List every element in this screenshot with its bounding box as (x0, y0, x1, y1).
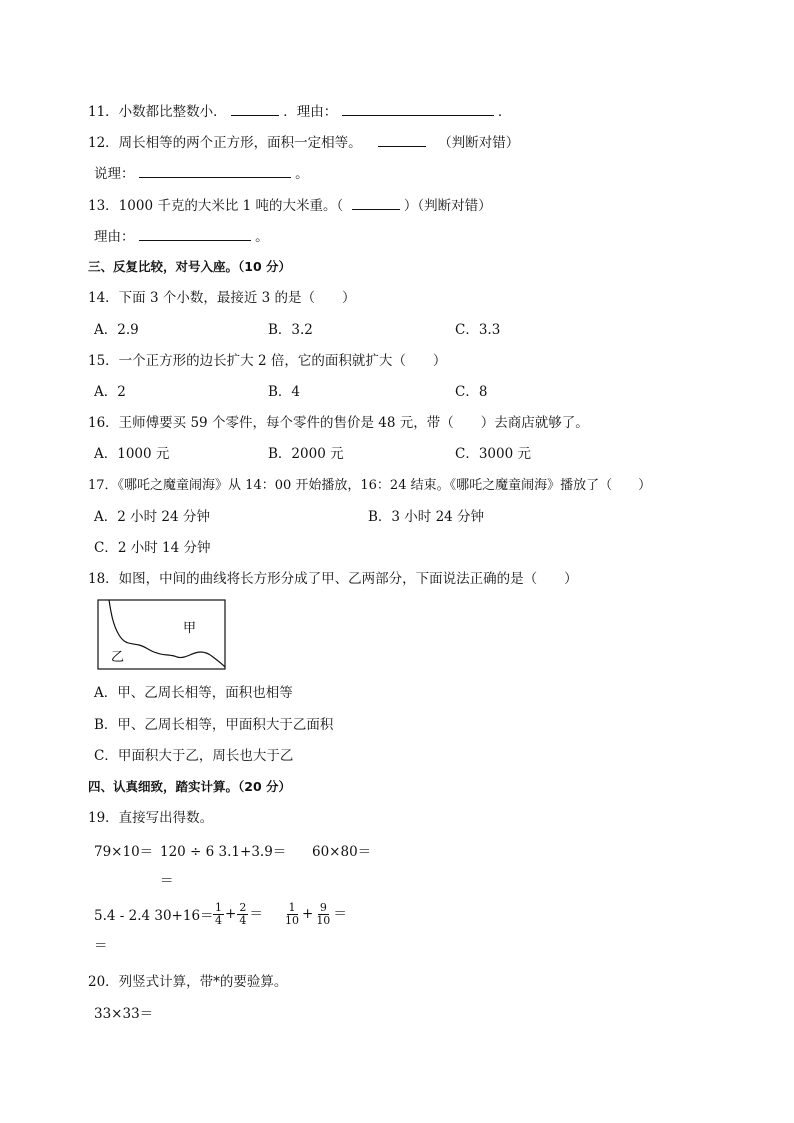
option-b[interactable]: B．2000 元 (268, 446, 344, 462)
option-a[interactable]: A．2 小时 24 分钟 (94, 509, 210, 525)
section-4-heading: 四、认真细致，踏实计算。（20 分） (88, 779, 291, 794)
question-11-end: ． (497, 104, 512, 120)
option-a[interactable]: A．2 (94, 384, 126, 400)
answer-blank[interactable] (378, 133, 426, 147)
option-c[interactable]: C．3.3 (455, 322, 501, 338)
question-16: 16．王师傅要买 59 个零件，每个零件的售价是 48 元，带（ ）去商店就够了。 (88, 415, 589, 431)
explain-blank[interactable] (139, 164, 291, 178)
option-a[interactable]: A．2.9 (94, 322, 139, 338)
calc-79x10: 79×10＝ (94, 844, 154, 860)
question-11 (88, 102, 511, 121)
option-b[interactable]: B．甲、乙周长相等，甲面积大于乙面积 (94, 717, 334, 733)
calc-wrap-equals: ＝ (160, 873, 174, 889)
calc-60x80: 60×80＝ (312, 844, 372, 860)
option-c[interactable]: C．8 (455, 384, 488, 400)
fraction-1-10: $\frac{1}{10}$ (285, 901, 299, 927)
question-12-text: 12．周长相等的两个正方形，面积一定相等。 (88, 135, 362, 151)
reason-blank[interactable] (342, 102, 494, 116)
option-a[interactable]: A．甲、乙周长相等，面积也相等 (94, 685, 293, 701)
reason-label: 理由： (94, 229, 135, 245)
label-jia: 甲 (183, 621, 197, 636)
option-b[interactable]: B．4 (268, 384, 301, 400)
fraction-9-10: $\frac{9}{10}$ (316, 901, 331, 927)
question-18: 18．如图，中间的曲线将长方形分成了甲、乙两部分，下面说法正确的是（ ） (88, 571, 578, 587)
question-11-reason-label: ．理由： (283, 104, 338, 120)
answer-blank[interactable] (352, 196, 400, 210)
label-yi: 乙 (111, 650, 125, 665)
reason-end: 。 (255, 229, 269, 245)
question-15: 15．一个正方形的边长扩大 2 倍，它的面积就扩大（ ） (88, 353, 447, 369)
question-19: 19．直接写出得数。 (88, 810, 214, 826)
question-12 (88, 133, 519, 152)
fraction-1-4: $\frac{1}{4}$ (215, 901, 222, 927)
question-12-explain (94, 164, 309, 183)
fraction-sum-1-10-9-10: $\frac{1}{10}$ + $\frac{9}{10}$ ＝ (285, 901, 347, 927)
question-20: 20．列竖式计算，带*的要验算。 (88, 974, 288, 990)
calc-120div6-3.1plus3.9: 120 ÷ 6 3.1+3.9＝ (160, 844, 287, 860)
question-11-text: 11．小数都比整数小． (88, 104, 227, 120)
option-b[interactable]: B．3 小时 24 分钟 (368, 509, 485, 525)
question-14: 14．下面 3 个小数，最接近 3 的是（ ） (88, 290, 356, 306)
calc-33x33: 33×33＝ (94, 1006, 154, 1022)
question-12-judge: （判断对错） (438, 135, 520, 151)
explain-label: 说理： (94, 166, 135, 182)
answer-blank[interactable] (231, 102, 279, 116)
option-c[interactable]: C．3000 元 (455, 446, 531, 462)
explain-end: 。 (295, 166, 309, 182)
rectangle-curve-figure (97, 599, 227, 671)
option-c[interactable]: C．甲面积大于乙，周长也大于乙 (94, 748, 294, 764)
fraction-sum-1-4-2-4: $\frac{1}{4}$ + $\frac{2}{4}$ ＝ (215, 901, 263, 927)
fraction-2-4: $\frac{2}{4}$ (239, 901, 247, 927)
question-17: 17．《哪吒之魔童闹海》从 14：00 开始播放，16：24 结束。《哪吒之魔童闹海》播放了（ ） (88, 478, 652, 493)
section-3-heading: 三、反复比较，对号入座。（10 分） (88, 259, 291, 274)
calc-5.4minus2.4-30plus16: 5.4 - 2.4 30+16＝ (94, 908, 214, 924)
option-b[interactable]: B．3.2 (268, 322, 313, 338)
dividing-curve (109, 600, 225, 667)
option-a[interactable]: A．1000 元 (94, 446, 170, 462)
question-13-reason (94, 227, 269, 246)
option-c[interactable]: C．2 小时 14 分钟 (94, 540, 211, 556)
reason-blank[interactable] (139, 227, 251, 241)
question-13-text: 13．1000 千克的大米比 1 吨的大米重。（ (88, 198, 344, 214)
calc-wrap-equals: ＝ (94, 938, 108, 954)
question-13-judge: ）（判断对错） (403, 198, 492, 214)
question-13 (88, 196, 492, 215)
